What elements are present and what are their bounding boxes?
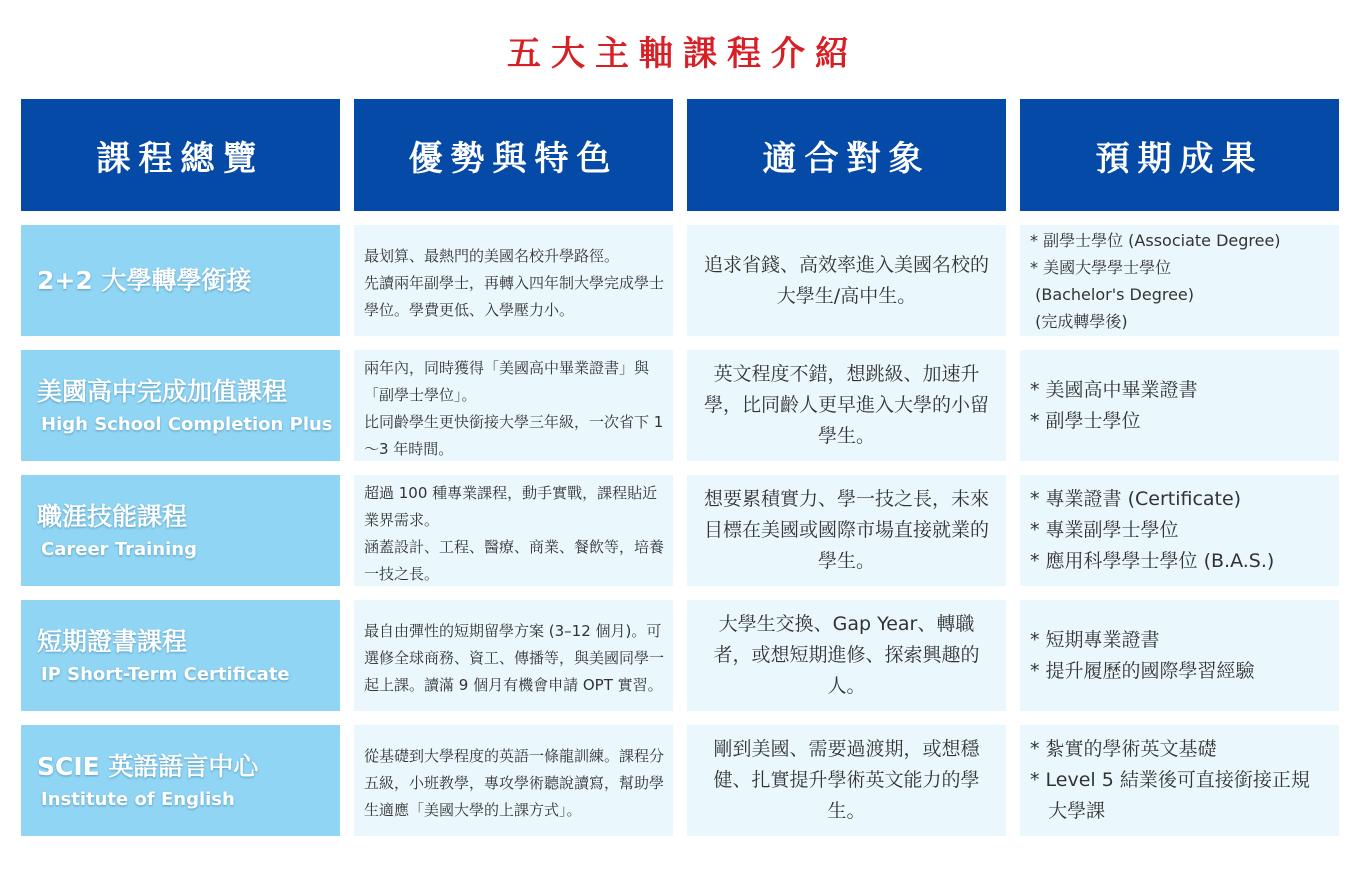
outcomes-cell-high-school [1020, 350, 1339, 461]
target-cell-career: 想要累積實力、學一技之長，未來目標在美國或國際市場直接就業的學生。 [687, 475, 1006, 586]
outcome-item: * 短期專業證書 [1030, 628, 1160, 651]
features-cell-high-school [354, 350, 673, 461]
program-cell-transfer [21, 225, 340, 336]
outcome-item: * 副學士學位 [1030, 409, 1141, 432]
program-name-en: High School Completion Plus [41, 413, 333, 435]
outcome-item: * 應用科學學士學位 (B.A.S.) [1030, 550, 1275, 572]
feature-text: 超過 100 種專業課程，動手實戰，課程貼近業界需求。 [364, 483, 658, 529]
header-features: 優勢與特色 [354, 99, 673, 211]
header-target: 適合對象 [687, 99, 1006, 211]
outcome-item: 大學課 [1030, 800, 1106, 822]
target-cell-transfer: 追求省錢、高效率進入美國名校的大學生/高中生。 [687, 225, 1006, 336]
feature-text: 先讀兩年副學士，再轉入四年制大學完成學士學位。學費更低、入學壓力小。 [364, 274, 665, 319]
outcome-item: (Bachelor's Degree) [1030, 284, 1195, 304]
program-cell-high-school [21, 350, 340, 461]
program-name-cn: 短期證書課程 [37, 626, 188, 656]
outcome-item: * 美國大學學士學位 [1030, 257, 1172, 277]
target-cell-high-school: 英文程度不錯，想跳級、加速升學，比同齡人更早進入大學的小留學生。 [687, 350, 1006, 461]
program-cell-english [21, 725, 340, 836]
outcomes-cell-short-term [1020, 600, 1339, 711]
program-name-en: Career Training [41, 538, 197, 560]
feature-text: 最划算、最熱門的美國名校升學路徑。 [364, 247, 620, 265]
outcome-item: * 專業證書 (Certificate) [1030, 488, 1242, 510]
program-name-en: Institute of English [41, 788, 235, 810]
page-title: 五大主軸課程介紹 [507, 34, 859, 74]
outcome-item: * 副學士學位 (Associate Degree) [1030, 230, 1281, 250]
program-name-cn: 2+2 大學轉學銜接 [37, 265, 252, 295]
features-cell-transfer [354, 225, 673, 336]
outcome-item: (完成轉學後) [1030, 311, 1128, 331]
program-name-cn: 美國高中完成加值課程 [37, 376, 288, 406]
feature-text: 比同齡學生更快銜接大學三年級，一次省下 1～3 年時間。 [364, 412, 664, 458]
outcome-item: * 紮實的學術英文基礎 [1030, 738, 1217, 760]
outcome-item: * 提升履歷的國際學習經驗 [1030, 659, 1255, 682]
outcomes-cell-career [1020, 475, 1339, 586]
program-name-cn: 職涯技能課程 [37, 501, 188, 531]
header-outcomes: 預期成果 [1020, 99, 1339, 211]
features-cell-english [354, 725, 673, 836]
outcomes-cell-english [1020, 725, 1339, 836]
program-name-cn: SCIE 英語語言中心 [37, 751, 259, 781]
program-cell-career [21, 475, 340, 586]
program-cell-short-term [21, 600, 340, 711]
feature-text: 涵蓋設計、工程、醫療、商業、餐飲等，培養一技之長。 [364, 537, 665, 583]
target-cell-english: 剛到美國、需要過渡期，或想穩健、扎實提升學術英文能力的學生。 [687, 725, 1006, 836]
features-cell-career [354, 475, 673, 586]
outcome-item: * Level 5 結業後可直接銜接正規 [1030, 769, 1310, 791]
outcome-item: * 專業副學士學位 [1030, 519, 1179, 541]
course-table [21, 99, 1337, 836]
outcome-item: * 美國高中畢業證書 [1030, 378, 1198, 401]
features-cell-short-term [354, 600, 673, 711]
feature-text: 最自由彈性的短期留學方案 (3–12 個月)。可選修全球商務、資工、傳播等，與美國同學一起上課。讀滿 9 個月有機會申請 OPT 實習。 [364, 622, 665, 694]
program-name-en: IP Short-Term Certificate [41, 663, 290, 685]
outcomes-cell-transfer [1020, 225, 1339, 336]
feature-text: 兩年內，同時獲得「美國高中畢業證書」與「副學士學位」。 [364, 358, 650, 404]
header-overview: 課程總覽 [21, 99, 340, 211]
feature-text: 從基礎到大學程度的英語一條龍訓練。課程分五級，小班教學，專攻學術聽說讀寫，幫助學生適應「美國大學的上課方式」。 [364, 747, 665, 819]
target-cell-short-term: 大學生交換、Gap Year、轉職者，或想短期進修、探索興趣的人。 [687, 600, 1006, 711]
